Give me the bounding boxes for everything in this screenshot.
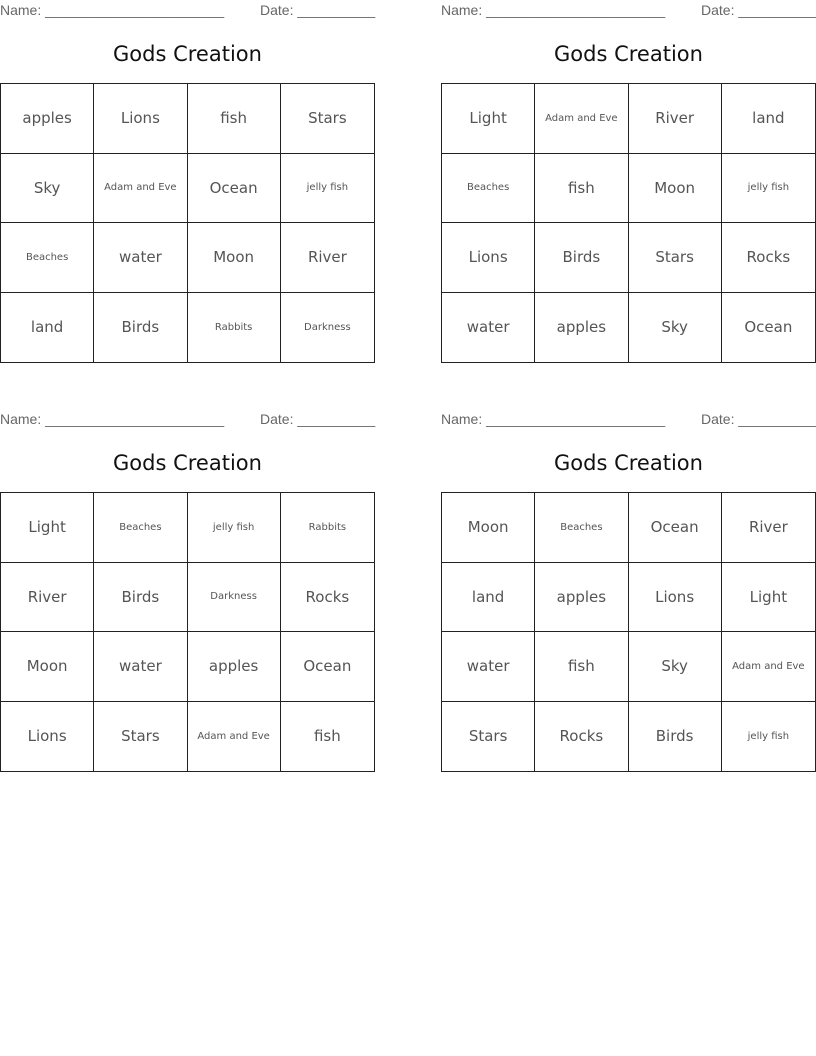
bingo-cell: Moon [1,632,94,702]
bingo-cell: Lions [629,563,722,633]
bingo-card [0,409,375,774]
bingo-cell: Beaches [442,154,535,224]
bingo-cell: Birds [629,702,722,772]
bingo-cell: Rocks [535,702,628,772]
bingo-cell: River [629,84,722,154]
bingo-cell: Birds [94,563,187,633]
name-field: Name: _______________________ [0,411,225,427]
bingo-cell: Moon [442,493,535,563]
bingo-cell: River [1,563,94,633]
date-field: Date: __________ [260,411,376,427]
card-title: Gods Creation [554,42,703,66]
bingo-card [441,0,816,365]
bingo-cell: land [722,84,815,154]
bingo-cell: Beaches [1,223,94,293]
bingo-cell: Moon [629,154,722,224]
bingo-cell: fish [313,727,341,746]
date-field: Date: __________ [260,2,376,18]
card-title: Gods Creation [554,451,703,475]
bingo-cell: apples [1,84,94,154]
bingo-cell: jelly fish [281,154,374,224]
bingo-cell: Rocks [281,563,374,633]
bingo-grid [441,83,816,363]
bingo-cell: Beaches [94,493,187,563]
bingo-card [441,409,816,774]
bingo-grid [441,492,816,772]
bingo-cell: Lions [94,84,187,154]
bingo-cell: Light [442,84,535,154]
bingo-cell: Stars [629,223,722,293]
bingo-cell: Light [722,563,815,633]
bingo-cell: Adam and Eve [94,154,187,224]
bingo-cell: Light [1,493,94,563]
bingo-cell: Beaches [535,493,628,563]
bingo-cell: Sky [1,154,94,224]
bingo-cell: fish [535,154,628,224]
bingo-cell: fish [535,632,628,702]
bingo-cell: water [442,293,535,363]
bingo-cell: apples [188,632,281,702]
bingo-cell: River [722,493,815,563]
name-date-row [441,409,816,431]
bingo-cell: Darkness [188,563,281,633]
bingo-cell: apples [535,293,628,363]
card-title: Gods Creation [113,451,262,475]
bingo-cell: Birds [535,223,628,293]
bingo-cell: Rocks [722,223,815,293]
bingo-cell: Sky [629,293,722,363]
bingo-cell: Adam and Eve [188,702,281,772]
bingo-cell: Stars [281,84,374,154]
bingo-grid [0,492,375,772]
bingo-cell: Rabbits [281,493,374,563]
date-field: Date: __________ [701,2,816,18]
name-date-row [0,409,375,431]
bingo-cell: Ocean [188,154,281,224]
bingo-cell: apples [535,563,628,633]
bingo-cell: jelly fish [722,154,815,224]
bingo-cell: fish [188,84,281,154]
bingo-cell: Stars [94,702,187,772]
bingo-cell: jelly fish [188,493,281,563]
bingo-cell: Rabbits [188,293,281,363]
date-field: Date: __________ [701,411,816,427]
bingo-cell: Darkness [304,321,351,333]
bingo-cell: Lions [442,223,535,293]
bingo-cell: Lions [1,702,94,772]
bingo-cell: water [94,223,187,293]
name-date-row [0,0,375,22]
bingo-card [0,0,375,365]
bingo-cell: water [442,632,535,702]
name-field: Name: _______________________ [0,2,225,18]
bingo-cell: Ocean [744,318,793,337]
bingo-cell: Birds [94,293,187,363]
bingo-cell: Ocean [629,493,722,563]
bingo-cell: Moon [188,223,281,293]
card-title: Gods Creation [113,42,262,66]
name-field: Name: _______________________ [441,2,666,18]
bingo-cell: water [94,632,187,702]
bingo-cell: Ocean [281,632,374,702]
bingo-cell: Sky [629,632,722,702]
bingo-cell: Stars [442,702,535,772]
bingo-cell: River [281,223,374,293]
bingo-cell: Adam and Eve [722,632,815,702]
bingo-cell: land [442,563,535,633]
bingo-cell: jelly fish [747,730,790,742]
name-field: Name: _______________________ [441,411,666,427]
bingo-cell: Adam and Eve [535,84,628,154]
bingo-grid [0,83,375,363]
bingo-cell: land [1,293,94,363]
name-date-row [441,0,816,22]
